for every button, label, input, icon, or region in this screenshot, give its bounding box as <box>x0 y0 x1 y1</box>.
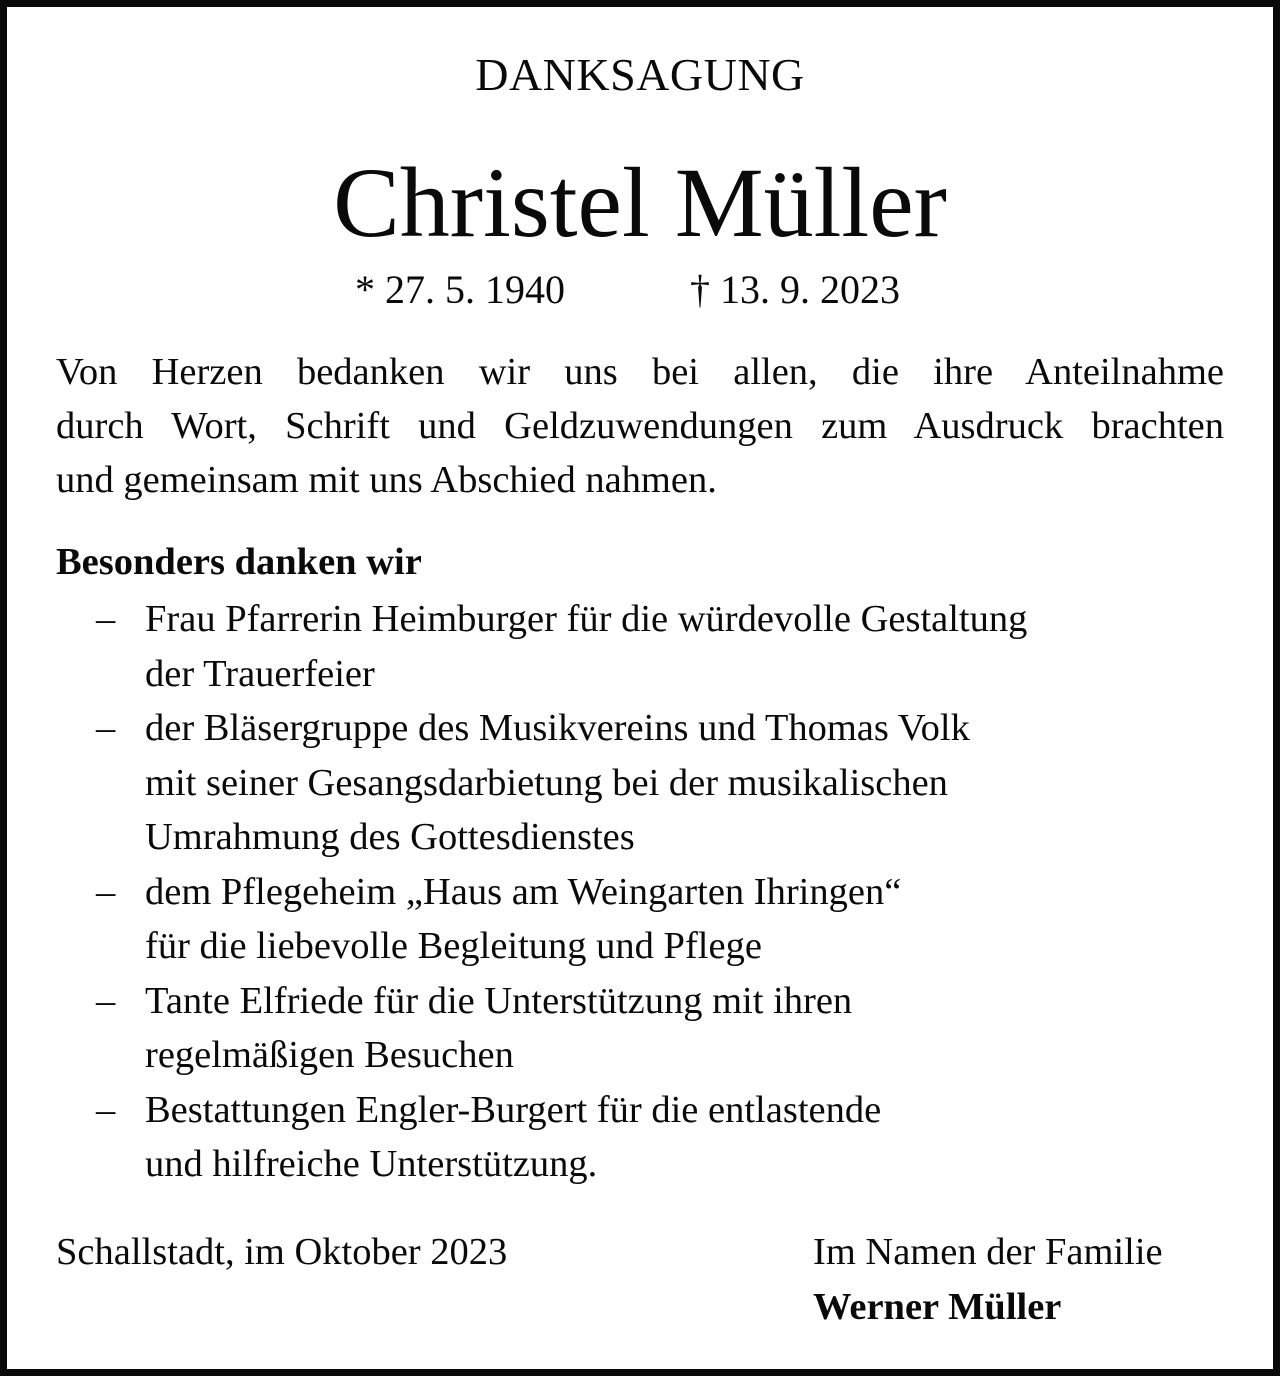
family-signature-name: Werner Müller <box>813 1286 1062 1328</box>
thanks-heading: Besonders danken wir <box>56 541 422 583</box>
thanks-item-line: der Bläsergruppe des Musikvereins und Thomas Volk <box>145 707 970 749</box>
thanks-item <box>56 1083 1236 1192</box>
dash-bullet: – <box>96 870 116 913</box>
signature-block <box>813 1225 1163 1335</box>
thanks-item-line: Frau Pfarrerin Heimburger für die würdevolle Gestaltung <box>145 598 1028 640</box>
thanks-item <box>56 701 1236 865</box>
thanks-item-line: regelmäßigen Besuchen <box>145 1034 514 1076</box>
death-date: † 13. 9. 2023 <box>690 267 900 312</box>
intro-line: durch Wort, Schrift und Geldzuwendungen zum Ausdruck brachten <box>56 405 1224 447</box>
thanks-item <box>56 592 1236 701</box>
thanks-item-line: Umrahmung des Gottesdienstes <box>145 816 635 858</box>
notice-heading: DANKSAGUNG <box>475 49 805 100</box>
thanks-item-line: mit seiner Gesangsdarbietung bei der musikalischen <box>145 761 948 804</box>
thanks-item <box>56 974 1236 1083</box>
intro-paragraph <box>56 345 1224 507</box>
dash-bullet: – <box>96 1088 116 1131</box>
thanks-item-line: dem Pflegeheim „Haus am Weingarten Ihringen“ <box>145 870 902 913</box>
on-behalf-label: Im Namen der Familie <box>813 1231 1163 1273</box>
thanks-item-line: und hilfreiche Unterstützung. <box>145 1143 598 1185</box>
thanks-item-line: Bestattungen Engler-Burgert für die entlastende <box>145 1088 882 1131</box>
dash-bullet: – <box>96 598 116 640</box>
intro-line: und gemeinsam mit uns Abschied nahmen. <box>56 459 717 501</box>
thanks-item-line: für die liebevolle Begleitung und Pflege <box>145 925 762 967</box>
birth-date: * 27. 5. 1940 <box>355 267 565 312</box>
thanks-item-line: der Trauerfeier <box>145 652 375 695</box>
intro-line: Von Herzen bedanken wir uns bei allen, die ihre Anteilnahme <box>56 351 1224 393</box>
thanks-list <box>56 592 1236 1192</box>
thanks-item <box>56 865 1236 974</box>
place-and-date: Schallstadt, im Oktober 2023 <box>56 1231 508 1273</box>
dash-bullet: – <box>96 707 116 749</box>
deceased-name: Christel Müller <box>333 147 947 258</box>
dash-bullet: – <box>96 979 116 1022</box>
thanks-item-line: Tante Elfriede für die Unterstützung mit ihren <box>145 979 853 1022</box>
